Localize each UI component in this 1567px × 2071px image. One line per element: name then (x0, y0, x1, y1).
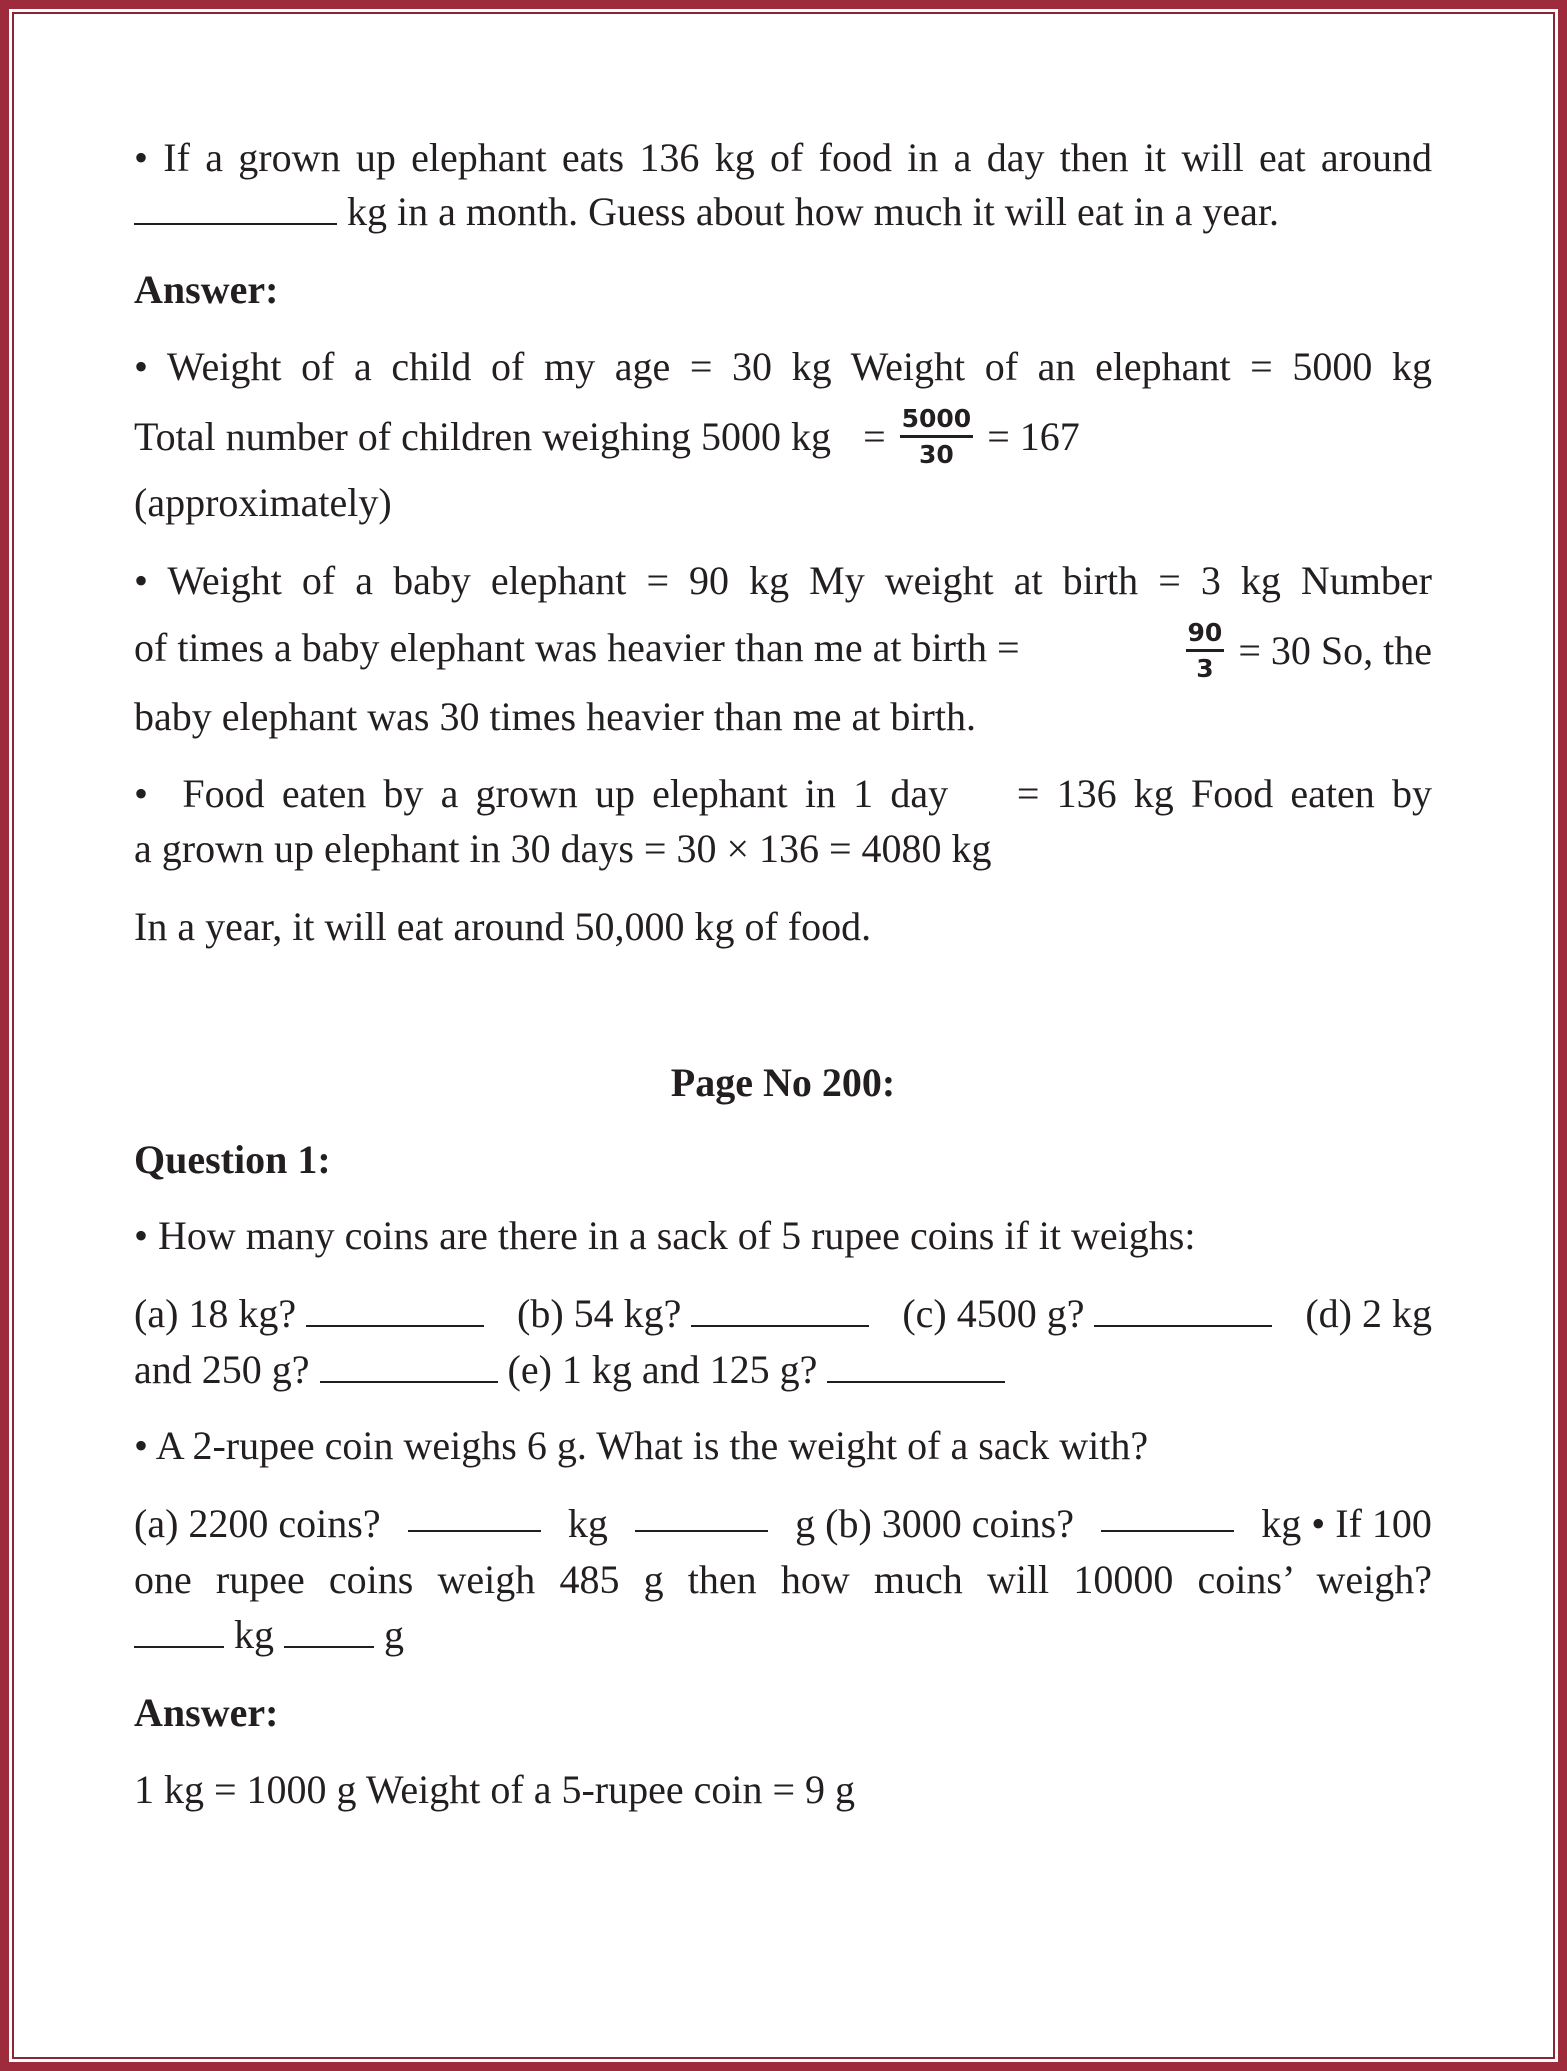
answer-blank (320, 1351, 498, 1383)
unit-kg: kg (224, 1612, 284, 1657)
question-coins5-prompt: • How many coins are there in a sack of 5 rupee coins if it weighs: (134, 1213, 1196, 1258)
question-heading: Question 1: (134, 1137, 331, 1182)
answer-text: Total number of children weighing 5000 kg (134, 414, 832, 460)
answer-baby-line2 (134, 618, 1432, 686)
unit-kg: kg (567, 1501, 608, 1546)
answer-heading: Answer: (134, 1690, 279, 1735)
answer-blank (1101, 1500, 1234, 1532)
answer-food-line2: a grown up elephant in 30 days = 30 × 136 = 4080 kg (134, 826, 992, 871)
answer-text: of times a baby elephant was heavier than me at birth = (134, 625, 1020, 670)
question-elephant-food-line2 (134, 188, 1432, 236)
option-d: (d) 2 kg (1305, 1291, 1432, 1336)
answer-blank (827, 1351, 1005, 1383)
page-border-inner (12, 12, 1555, 2059)
answer-baby-line1: • Weight of a baby elephant = 90 kg My weight at birth = 3 kg Number (134, 558, 1432, 603)
question-coins1-line2: one rupee coins weigh 485 g then how much will 10000 coins’ weigh? (134, 1557, 1432, 1602)
answer-heading: Answer: (134, 267, 279, 312)
fraction-5000-over-30 (900, 406, 974, 468)
answer-blank (134, 1616, 224, 1648)
option-text: and 250 g? (134, 1347, 320, 1392)
fraction-denominator: 30 (919, 440, 954, 469)
question-coins2-prompt: • A 2-rupee coin weighs 6 g. What is the weight of a sack with? (134, 1423, 1149, 1468)
answer-blank (306, 1295, 484, 1327)
answer-result: = 30 So, the (1228, 628, 1432, 674)
question-coins2-line1 (134, 1500, 1432, 1548)
fraction-90-over-3 (1186, 620, 1225, 682)
answer-line: 1 kg = 1000 g Weight of a 5-rupee coin = 9 g (134, 1767, 856, 1812)
fraction-numerator: 90 (1186, 620, 1225, 652)
question-coins5-options-line2 (134, 1346, 1432, 1394)
answer-blank (691, 1295, 869, 1327)
equals-sign: = (853, 414, 896, 460)
answer-food-line1: • Food eaten by a grown up elephant in 1 day = 136 kg Food eaten by (134, 771, 1432, 816)
answer-child-line3: (approximately) (134, 480, 392, 525)
answer-child-line2 (134, 404, 1432, 472)
question-elephant-food-line1: • If a grown up elephant eats 136 kg of food in a day then it will eat around (134, 135, 1432, 180)
option-text: (b) 54 kg? (517, 1291, 692, 1336)
answer-blank (635, 1500, 768, 1532)
option-a: (a) 2200 coins? (134, 1501, 381, 1546)
question-coins5-options-line1 (134, 1290, 1432, 1338)
answer-baby-line3: baby elephant was 30 times heavier than me at birth. (134, 694, 976, 739)
answer-food-line3: In a year, it will eat around 50,000 kg of food. (134, 904, 872, 949)
answer-blank (134, 193, 337, 225)
option-b: g (b) 3000 coins? (795, 1501, 1074, 1546)
question-coins1-line3 (134, 1611, 1432, 1659)
answer-blank (1094, 1295, 1272, 1327)
fraction-numerator: 5000 (900, 406, 974, 438)
fraction-denominator: 3 (1196, 654, 1214, 683)
option-text: (a) 18 kg? (134, 1291, 307, 1336)
question-text: kg in a month. Guess about how much it will eat in a year. (337, 189, 1280, 234)
option-c (902, 1290, 1272, 1338)
answer-child-line1: • Weight of a child of my age = 30 kg Weight of an elephant = 5000 kg (134, 344, 1432, 389)
answer-blank (408, 1500, 541, 1532)
question-text: kg • If 100 (1261, 1501, 1432, 1546)
option-a (134, 1290, 484, 1338)
answer-blank (284, 1616, 374, 1648)
option-b (517, 1290, 869, 1338)
answer-result: = 167 (977, 414, 1080, 460)
option-e: (e) 1 kg and 125 g? (507, 1347, 828, 1392)
unit-g: g (374, 1612, 404, 1657)
option-text: (c) 4500 g? (902, 1291, 1095, 1336)
page-number-heading: Page No 200: (670, 1060, 896, 1105)
